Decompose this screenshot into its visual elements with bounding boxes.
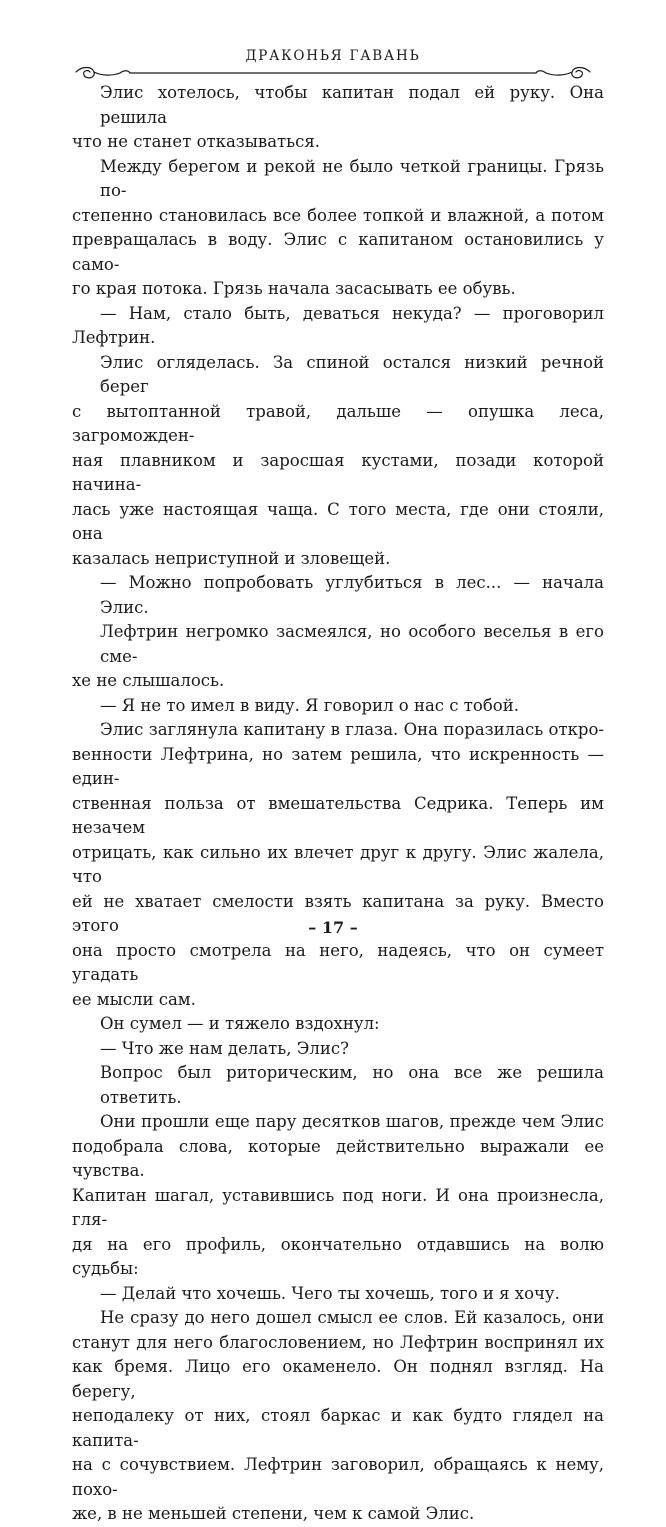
running-title: ДРАКОНЬЯ ГАВАНЬ xyxy=(245,48,421,64)
text-line: ственная польза от вмешательства Седрика. Теперь им незачем xyxy=(72,793,604,837)
text-line: Лефтрин негромко засмеялся, но особого веселья в его сме- xyxy=(100,622,604,666)
text-line: Элис заглянула капитану в глаза. Она поразилась откро- xyxy=(100,720,604,739)
body-text xyxy=(72,81,604,1527)
text-line: что не станет отказываться. xyxy=(72,132,321,151)
text-line: казалась неприступной и зловещей. xyxy=(72,548,391,568)
text-line: дя на его профиль, окончательно отдавшись на волю судьбы: xyxy=(72,1234,604,1278)
text-line: с вытоптанной травой, дальше — опушка леса, загроможден- xyxy=(72,401,604,445)
text-line: го края потока. Грязь начала засасывать ее обувь. xyxy=(72,279,516,298)
text-line: венности Лефтрина, но затем решила, что искренность — един- xyxy=(72,744,604,788)
text-line: на с сочувствием. Лефтрин заговорил, обращаясь к нему, похо- xyxy=(72,1455,604,1499)
text-line: станут для него благословением, но Лефтрин воспринял их xyxy=(72,1332,604,1352)
text-line: Они прошли еще пару десятков шагов, прежде чем Элис xyxy=(100,1112,604,1131)
text-line: отрицать, как сильно их влечет друг к другу. Элис жалела, что xyxy=(72,842,604,886)
text-line: ее мысли сам. xyxy=(72,989,196,1009)
text-line: Вопрос был риторическим, но она все же решила ответить. xyxy=(100,1063,604,1107)
text-line: как бремя. Лицо его окаменело. Он поднял взгляд. На берегу, xyxy=(72,1357,604,1401)
text-line: Лефтрин. xyxy=(72,328,156,347)
text-line: она просто смотрела на него, надеясь, что он сумеет угадать xyxy=(72,940,604,984)
text-line: хе не слышалось. xyxy=(72,671,225,690)
text-line: — Что же нам делать, Элис? xyxy=(100,1038,349,1058)
text-line: лась уже настоящая чаща. С того места, где они стояли, она xyxy=(72,499,604,543)
text-line: Элис хотелось, чтобы капитан подал ей руку. Она решила xyxy=(100,83,604,127)
text-line: — Можно попробовать углубиться в лес... — начала Элис. xyxy=(100,573,604,617)
text-line: Между берегом и рекой не было четкой границы. Грязь по- xyxy=(100,156,604,200)
text-line: — Делай что хочешь. Чего ты хочешь, того и я хочу. xyxy=(100,1283,560,1303)
text-line: — Нам, стало быть, деваться некуда? — проговорил xyxy=(100,303,604,323)
page-number: – 17 – xyxy=(308,918,358,937)
text-line: Он сумел — и тяжело вздохнул: xyxy=(100,1014,380,1033)
running-header xyxy=(72,44,594,84)
text-line: ная плавником и заросшая кустами, позади которой начина- xyxy=(72,450,604,494)
text-line: подобрала слова, которые действительно выражали ее чувства. xyxy=(72,1136,604,1180)
text-line: неподалеку от них, стоял баркас и как будто глядел на капита- xyxy=(72,1406,604,1450)
text-line: Элис огляделась. За спиной остался низкий речной берег xyxy=(100,352,604,396)
text-line: превращалась в воду. Элис с капитаном остановились у само- xyxy=(72,230,604,274)
text-line: Не сразу до него дошел смысл ее слов. Ей казалось, они xyxy=(100,1308,604,1327)
text-line: ей не хватает смелости взять капитана за руку. Вместо этого xyxy=(72,891,604,935)
text-line: же, в не меньшей степени, чем к самой Элис. xyxy=(72,1504,475,1523)
text-line: степенно становилась все более топкой и влажной, а потом xyxy=(72,205,604,225)
text-line: — Я не то имел в виду. Я говорил о нас с тобой. xyxy=(100,695,519,715)
text-line: Капитан шагал, уставившись под ноги. И она произнесла, гля- xyxy=(72,1185,604,1229)
